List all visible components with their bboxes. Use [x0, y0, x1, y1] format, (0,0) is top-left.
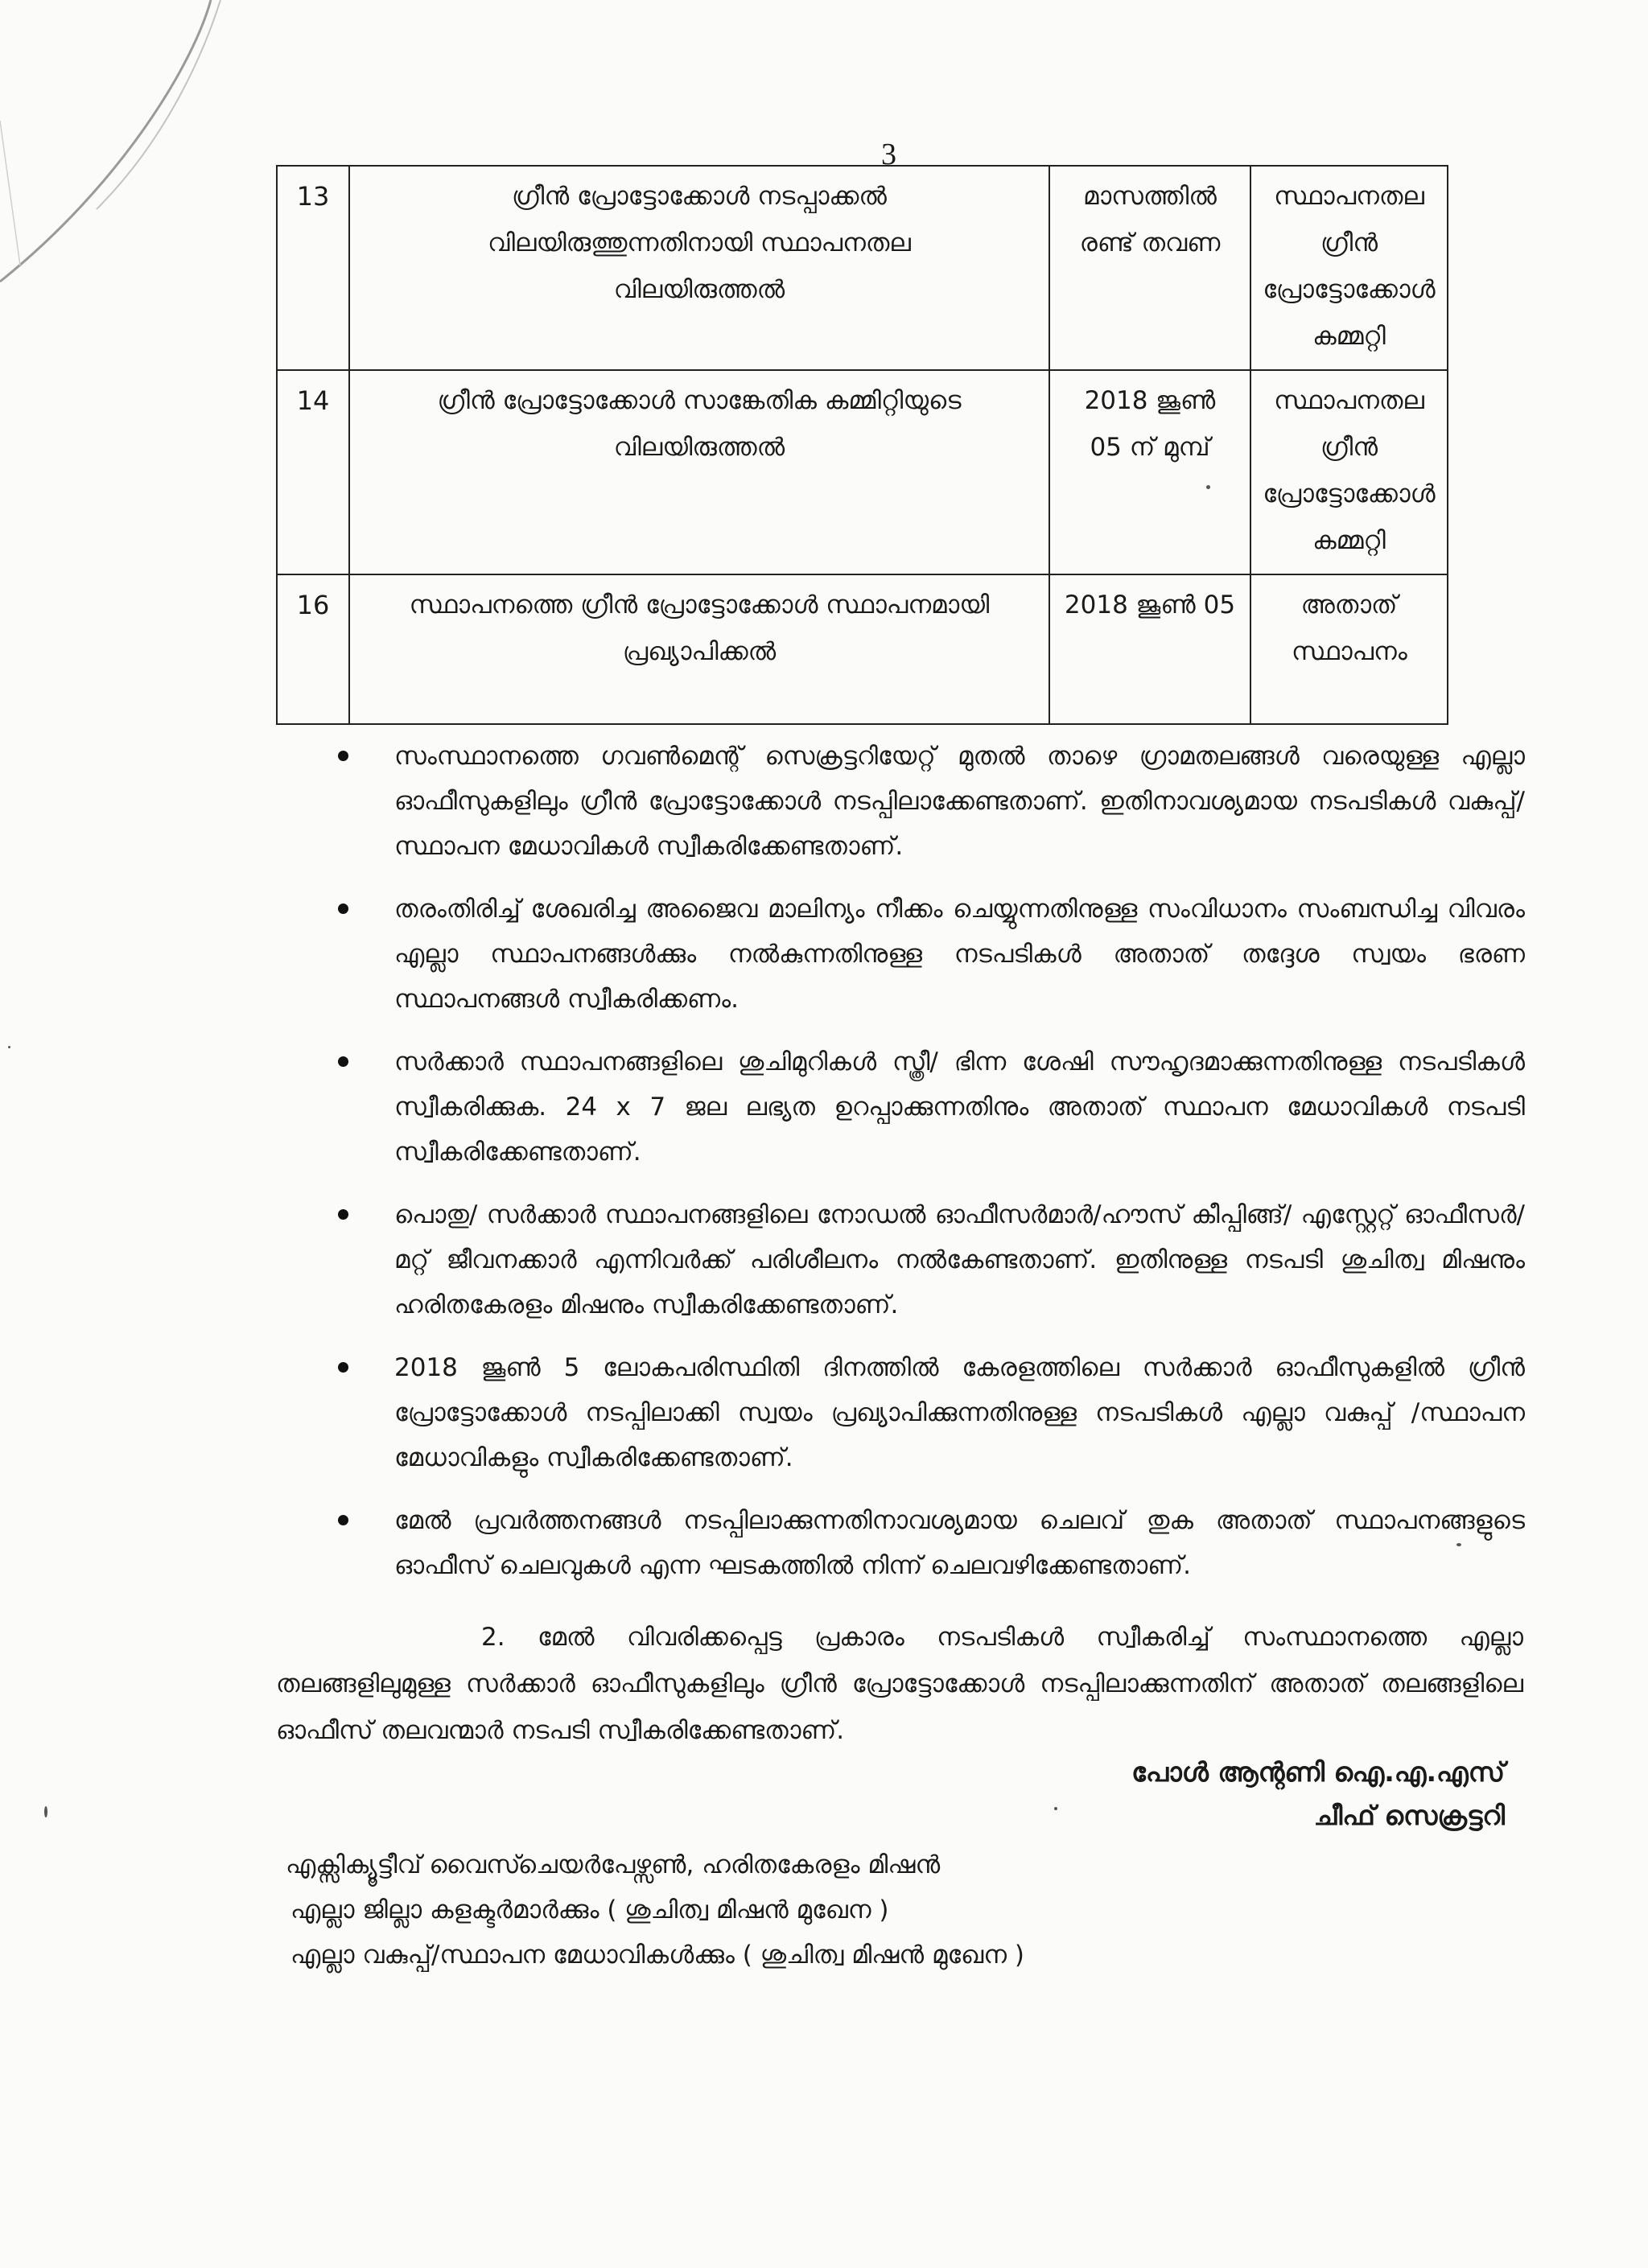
- bullet-text: സർക്കാർ സ്ഥാപനങ്ങളിലെ ശുചിമുറികൾ സ്ത്രീ/ ഭിന്ന ശേഷി സൗഹൃദമാക്കുന്നതിനുള്ള നടപടികൾ സ്വീകരിക്കുക. 24 x 7 ജല ലഭ്യത ഉറപ്പാക്കുന്നതിനും അതാത് സ്ഥാപന മേധാവികൾ നടപടി സ്വീകരിക്കേണ്ടതാണ്.: [394, 1048, 1525, 1167]
- bullet-item: [338, 1498, 1525, 1588]
- signatory-name: പോൾ ആന്റണി ഐ.എ.എസ്: [1131, 1756, 1505, 1788]
- activity-cell: ഗ്രീൻ പ്രോട്ടോക്കോൾ നടപ്പാക്കൽ വിലയിരുത്തുന്നതിനായി സ്ഥാപനതല വിലയിരുത്തൽ: [349, 166, 1049, 370]
- bullet-text: മേൽ പ്രവർത്തനങ്ങൾ നടപ്പിലാക്കുന്നതിനാവശ്യമായ ചെലവ് തുക അതാത് സ്ഥാപനങ്ങളുടെ ഓഫീസ് ചെലവുകൾ എന്ന ഘടകത്തിൽ നിന്ന് ചെലവഴിക്കേണ്ടതാണ്.: [394, 1506, 1525, 1580]
- bullet-icon: [338, 1515, 348, 1525]
- recipient-item: എല്ലാ ജില്ലാ കളക്ടർമാർക്കും ( ശുചിത്വ മിഷൻ മുഖേന ): [290, 1895, 889, 1924]
- recipient-item: എല്ലാ വകുപ്പ്/സ്ഥാപന മേധാവികൾക്കും ( ശുചിത്വ മിഷൻ മുഖേന ): [290, 1941, 1024, 1970]
- scan-speck: [8, 1046, 10, 1048]
- signatory-title: ചീഫ് സെക്രട്ടറി: [1313, 1800, 1505, 1831]
- bullet-icon: [338, 1362, 348, 1373]
- activity-cell: സ്ഥാപനത്തെ ഗ്രീൻ പ്രോട്ടോക്കോൾ സ്ഥാപനമായി പ്രഖ്യാപിക്കൽ: [349, 574, 1049, 724]
- bullet-icon: [338, 751, 348, 761]
- recipient-item: എക്സിക്യൂട്ടീവ് വൈസ്ചെയർപേഴ്സൺ, ഹരിതകേരളം മിഷൻ: [286, 1850, 941, 1879]
- scan-speck: [1054, 1807, 1057, 1810]
- scan-speck: [1206, 485, 1210, 489]
- bullet-item: [338, 734, 1525, 869]
- scan-speck: [1456, 1543, 1461, 1546]
- bullet-list: [338, 734, 1525, 1606]
- bullet-text: സംസ്ഥാനത്തെ ഗവൺമെന്റ് സെക്രട്ടറിയേറ്റ് മുതൽ താഴെ ഗ്രാമതലങ്ങൾ വരെയുള്ള എല്ലാ ഓഫീസുകളിലും ഗ്രീൻ പ്രോട്ടോക്കോൾ നടപ്പിലാക്കേണ്ടതാണ്. ഇതിനാവശ്യമായ നടപടികൾ വകുപ്പ്/ സ്ഥാപന മേധാവികൾ സ്വീകരിക്കേണ്ടതാണ്.: [394, 742, 1525, 861]
- table-row: [277, 370, 1448, 574]
- responsible-cell: സ്ഥാപനതല ഗ്രീൻ പ്രോട്ടോക്കോൾ കമ്മറ്റി: [1250, 370, 1448, 574]
- row-number: 16: [277, 574, 349, 724]
- bullet-item: [338, 1192, 1525, 1327]
- bullet-text: പൊതു/ സർക്കാർ സ്ഥാപനങ്ങളിലെ നോഡൽ ഓഫീസർമാർ/ഹൗസ് കീപ്പിങ്ങ്/ എസ്റ്റേറ്റ് ഓഫീസർ/ മറ്റ് ജീവനക്കാർ എന്നിവർക്ക് പരിശീലനം നൽകേണ്ടതാണ്. ഇതിനുള്ള നടപടി ശുചിത്വ മിഷനും ഹരിതകേരളം മിഷനും സ്വീകരിക്കേണ്ടതാണ്.: [394, 1200, 1525, 1319]
- bullet-icon: [338, 903, 348, 914]
- responsible-cell: സ്ഥാപനതല ഗ്രീൻ പ്രോട്ടോക്കോൾ കമ്മറ്റി: [1250, 166, 1448, 370]
- scan-speck: [44, 1806, 47, 1817]
- row-number: 13: [277, 166, 349, 370]
- timeline-cell: മാസത്തിൽ രണ്ട് തവണ: [1049, 166, 1250, 370]
- timeline-cell: 2018 ജൂൺ 05 ന് മുമ്പ്: [1049, 370, 1250, 574]
- responsible-cell: അതാത് സ്ഥാപനം: [1250, 574, 1448, 724]
- row-number: 14: [277, 370, 349, 574]
- bullet-item: [338, 887, 1525, 1022]
- schedule-table: [276, 165, 1448, 725]
- bullet-icon: [338, 1209, 348, 1220]
- paper-fold-mark: [0, 0, 241, 354]
- bullet-icon: [338, 1056, 348, 1067]
- table-row: [277, 166, 1448, 370]
- activity-cell: ഗ്രീൻ പ്രോട്ടോക്കോൾ സാങ്കേതിക കമ്മിറ്റിയുടെ വിലയിരുത്തൽ: [349, 370, 1049, 574]
- closing-paragraph: 2. മേൽ വിവരിക്കപ്പെട്ട പ്രകാരം നടപടികൾ സ്വീകരിച്ച് സംസ്ഥാനത്തെ എല്ലാ തലങ്ങളിലുമുള്ള സർക്കാർ ഓഫീസുകളിലും ഗ്രീൻ പ്രോട്ടോക്കോൾ നടപ്പിലാക്കുന്നതിന് അതാത് തലങ്ങളിലെ ഓഫീസ് തലവന്മാർ നടപടി സ്വീകരിക്കേണ്ടതാണ്.: [276, 1623, 1523, 1745]
- bullet-text: 2018 ജൂൺ 5 ലോകപരിസ്ഥിതി ദിനത്തിൽ കേരളത്തിലെ സർക്കാർ ഓഫീസുകളിൽ ഗ്രീൻ പ്രോട്ടോക്കോൾ നടപ്പിലാക്കി സ്വയം പ്രഖ്യാപിക്കുന്നതിനുള്ള നടപടികൾ എല്ലാ വകുപ്പ് /സ്ഥാപന മേധാവികളും സ്വീകരിക്കേണ്ടതാണ്.: [394, 1353, 1525, 1472]
- timeline-cell: 2018 ജൂൺ 05: [1049, 574, 1250, 724]
- bullet-text: തരംതിരിച്ച് ശേഖരിച്ച അജൈവ മാലിന്യം നീക്കം ചെയ്യുന്നതിനുള്ള സംവിധാനം സംബന്ധിച്ച വിവരം എല്ലാ സ്ഥാപനങ്ങൾക്കും നൽകുന്നതിനുള്ള നടപടികൾ അതാത് തദ്ദേശ സ്വയം ഭരണ സ്ഥാപനങ്ങൾ സ്വീകരിക്കണം.: [394, 895, 1525, 1014]
- bullet-item: [338, 1345, 1525, 1480]
- recipient-list: [286, 1842, 1251, 1978]
- bullet-item: [338, 1039, 1525, 1175]
- table-row: [277, 574, 1448, 724]
- page-number: 3: [881, 138, 896, 171]
